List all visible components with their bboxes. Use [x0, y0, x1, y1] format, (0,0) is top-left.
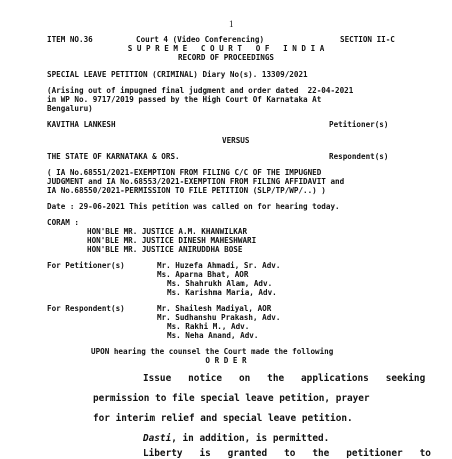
section-label: SECTION II-C: [340, 35, 395, 44]
judge-name: HON'BLE MR. JUSTICE A.M. KHANWILKAR: [87, 227, 248, 236]
hearing-statement: UPON hearing the counsel the Court made the following: [91, 347, 334, 356]
court-title: S U P R E M E C O U R T O F I N D I A: [127, 44, 325, 53]
arising-line-1: (Arising out of impugned final judgment and order dated 22-04-2021: [47, 86, 354, 95]
order-line: Liberty is granted to the petitioner to: [143, 448, 431, 459]
counsel-name: Mr. Huzefa Ahmadi, Sr. Adv.: [157, 261, 281, 270]
counsel-name: Ms. Karishma Maria, Adv.: [167, 288, 277, 297]
dasti-word: Dasti: [143, 433, 172, 444]
versus-label: VERSUS: [222, 136, 250, 145]
order-line: permission to file special leave petition, prayer: [93, 393, 370, 404]
arising-line-3: Bengaluru): [47, 104, 93, 113]
petitioner-label: Petitioner(s): [329, 120, 389, 129]
coram-label: CORAM :: [47, 218, 80, 227]
order-line: for interim relief and special leave petition.: [93, 413, 353, 424]
counsel-name: Ms. Neha Anand, Adv.: [167, 331, 259, 340]
respondent-name: THE STATE OF KARNATAKA & ORS.: [47, 152, 180, 161]
counsel-name: Ms. Rakhi M., Adv.: [167, 322, 250, 331]
arising-line-2: in WP No. 9717/2019 passed by the High Court Of Karnataka At: [47, 95, 322, 104]
order-line-dasti: [143, 433, 329, 444]
petition-title: SPECIAL LEAVE PETITION (CRIMINAL) Diary No(s). 13309/2021: [47, 70, 308, 79]
respondent-label: Respondent(s): [329, 152, 389, 161]
counsel-name: Ms. Aparna Bhat, AOR: [157, 270, 249, 279]
counsel-name: Mr. Shailesh Madiyal, AOR: [157, 304, 272, 313]
judge-name: HON'BLE MR. JUSTICE DINESH MAHESHWARI: [87, 236, 257, 245]
judge-name: HON'BLE MR. JUSTICE ANIRUDDHA BOSE: [87, 245, 243, 254]
petitioner-counsel-label: For Petitioner(s): [47, 261, 125, 270]
item-number: ITEM NO.36: [47, 35, 93, 44]
page-number: 1: [229, 19, 234, 29]
counsel-name: Ms. Shahrukh Alam, Adv.: [167, 279, 273, 288]
counsel-name: Mr. Sudhanshu Prakash, Adv.: [157, 313, 281, 322]
respondent-counsel-label: For Respondent(s): [47, 304, 125, 313]
order-heading: O R D E R: [205, 356, 247, 365]
application-line: IA No.68550/2021-PERMISSION TO FILE PETITION (SLP/TP/WP/..) ): [47, 186, 326, 195]
court-name-header: Court 4 (Video Conferencing): [136, 35, 265, 44]
record-title: RECORD OF PROCEEDINGS: [177, 53, 274, 62]
application-line: JUDGMENT and IA No.68553/2021-EXEMPTION FROM FILING AFFIDAVIT and: [47, 177, 345, 186]
petitioner-name: KAVITHA LANKESH: [47, 120, 116, 129]
application-line: ( IA No.68551/2021-EXEMPTION FROM FILING C/C OF THE IMPUGNED: [47, 168, 322, 177]
dasti-remainder: , in addition, is permitted.: [171, 433, 330, 444]
hearing-date-line: Date : 29-06-2021 This petition was called on for hearing today.: [47, 202, 340, 211]
order-line: Issue notice on the applications seeking: [143, 373, 426, 384]
